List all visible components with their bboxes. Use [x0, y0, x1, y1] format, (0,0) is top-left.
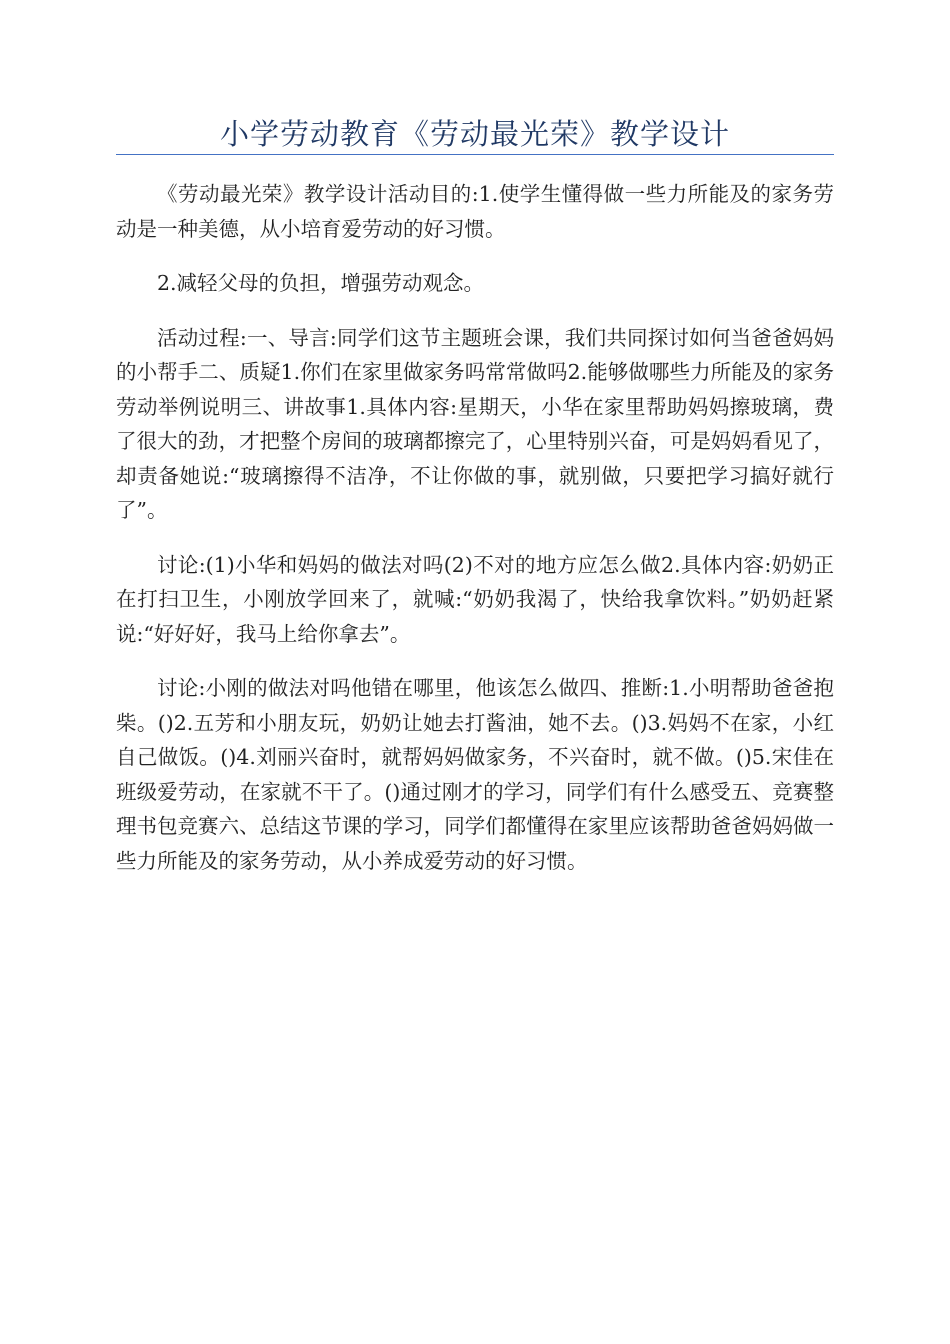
paragraph-discussion-2: 讨论:小刚的做法对吗他错在哪里，他该怎么做四、推断:1.小明帮助爸爸抱柴。()2.五芳和小朋友玩，奶奶让她去打酱油，她不去。()3.妈妈不在家，小红自己做饭。()4.刘丽兴奋时，就帮妈妈做家务，不兴奋时，就不做。()5.宋佳在班级爱劳动，在家就不干了。()通过刚才的学习，同学们有什么感受五、竞赛整理书包竞赛六、总结这节课的学习，同学们都懂得在家里应该帮助爸爸妈妈做一些力所能及的家务劳动，从小养成爱劳动的好习惯。 — [116, 676, 834, 873]
paragraph-process: 活动过程:一、导言:同学们这节主题班会课，我们共同探讨如何当爸爸妈妈的小帮手二、质疑1.你们在家里做家务吗常常做吗2.能够做哪些力所能及的家务劳动举例说明三、讲故事1.具体内容:星期天，小华在家里帮助妈妈擦玻璃，费了很大的劲，才把整个房间的玻璃都擦完了，心里特别兴奋，可是妈妈看见了，却责备她说:“玻璃擦得不洁净，不让你做的事，就别做，只要把学习搞好就行了”。 — [116, 325, 834, 522]
document-body — [116, 177, 834, 898]
paragraph-objective: 《劳动最光荣》教学设计活动目的:1.使学生懂得做一些力所能及的家务劳动是一种美德，从小培育爱劳动的好习惯。 — [116, 182, 834, 241]
paragraph-discussion-1: 讨论:(1)小华和妈妈的做法对吗(2)不对的地方应怎么做2.具体内容:奶奶正在打扫卫生，小刚放学回来了，就喊:“奶奶我渴了，快给我拿饮料。”奶奶赶紧说:“好好好，我马上给你拿去”。 — [116, 552, 834, 646]
document-title: 小学劳动教育《劳动最光荣》教学设计 — [219, 117, 730, 151]
title-underline — [116, 154, 834, 155]
paragraph-objective-2: 2.减轻父母的负担，增强劳动观念。 — [157, 271, 485, 295]
